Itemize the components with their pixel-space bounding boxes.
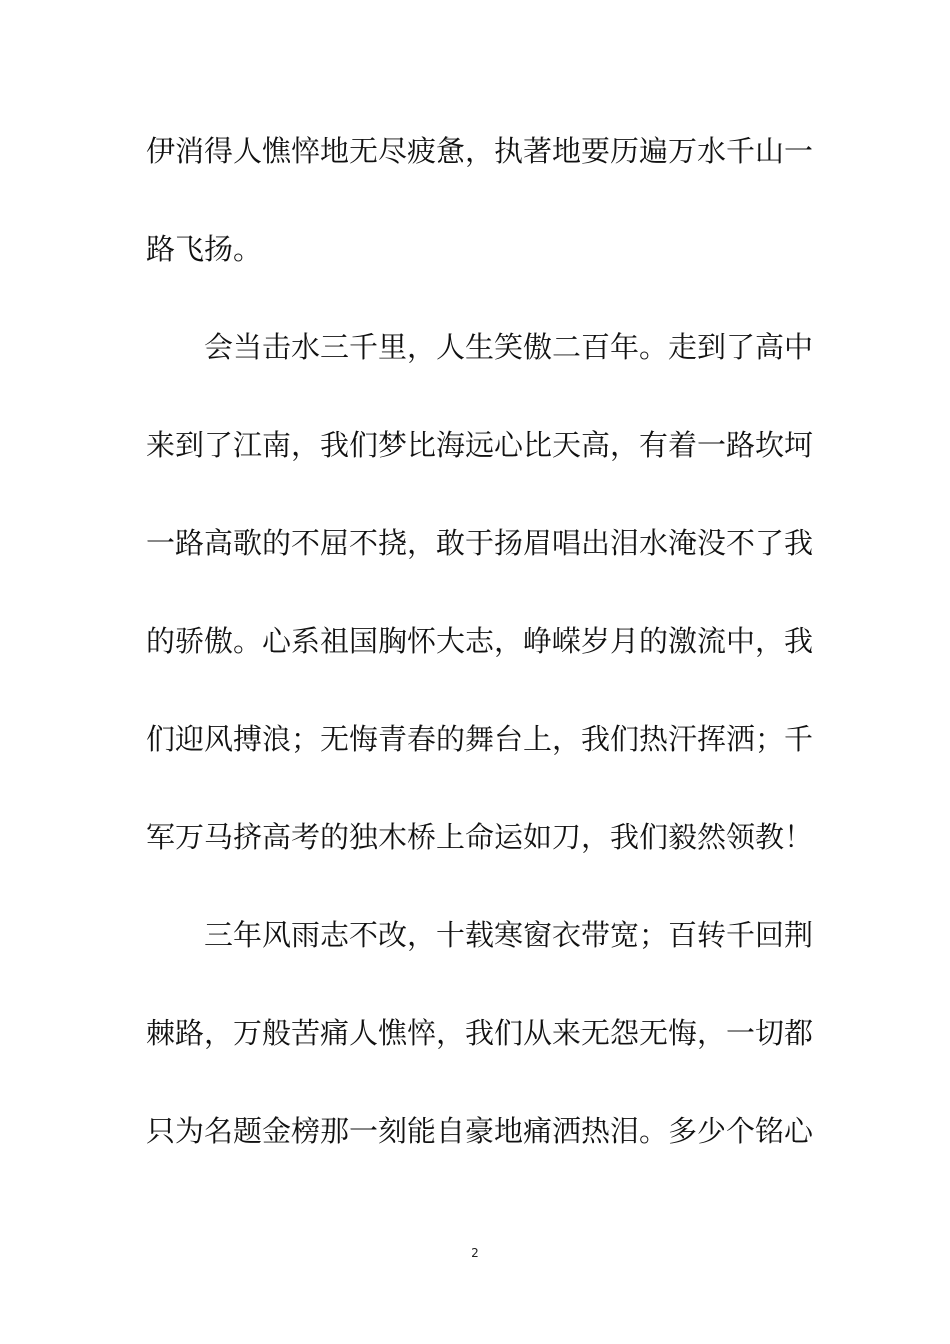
paragraph-start-line: 会当击水三千里，人生笑傲二百年。走到了高中 bbox=[204, 330, 814, 364]
text-line: 路飞扬。 bbox=[146, 232, 263, 266]
text-line: 们迎风搏浪；无悔青春的舞台上，我们热汗挥洒；千 bbox=[146, 722, 814, 756]
text-line: 只为名题金榜那一刻能自豪地痛洒热泪。多少个铭心 bbox=[146, 1114, 814, 1148]
text-line: 来到了江南，我们梦比海远心比天高，有着一路坎坷 bbox=[146, 428, 814, 462]
text-line: 的骄傲。心系祖国胸怀大志，峥嵘岁月的激流中，我 bbox=[146, 624, 814, 658]
text-line: 伊消得人憔悴地无尽疲惫，执著地要历遍万水千山一 bbox=[146, 134, 814, 168]
text-line: 一路高歌的不屈不挠，敢于扬眉唱出泪水淹没不了我 bbox=[146, 526, 814, 560]
text-line: 棘路，万般苦痛人憔悴，我们从来无怨无悔，一切都 bbox=[146, 1016, 814, 1050]
paragraph-start-line: 三年风雨志不改，十载寒窗衣带宽；百转千回荆 bbox=[204, 918, 814, 952]
text-line: 军万马挤高考的独木桥上命运如刀，我们毅然领教！ bbox=[146, 820, 814, 854]
page-number: 2 bbox=[471, 1246, 479, 1260]
